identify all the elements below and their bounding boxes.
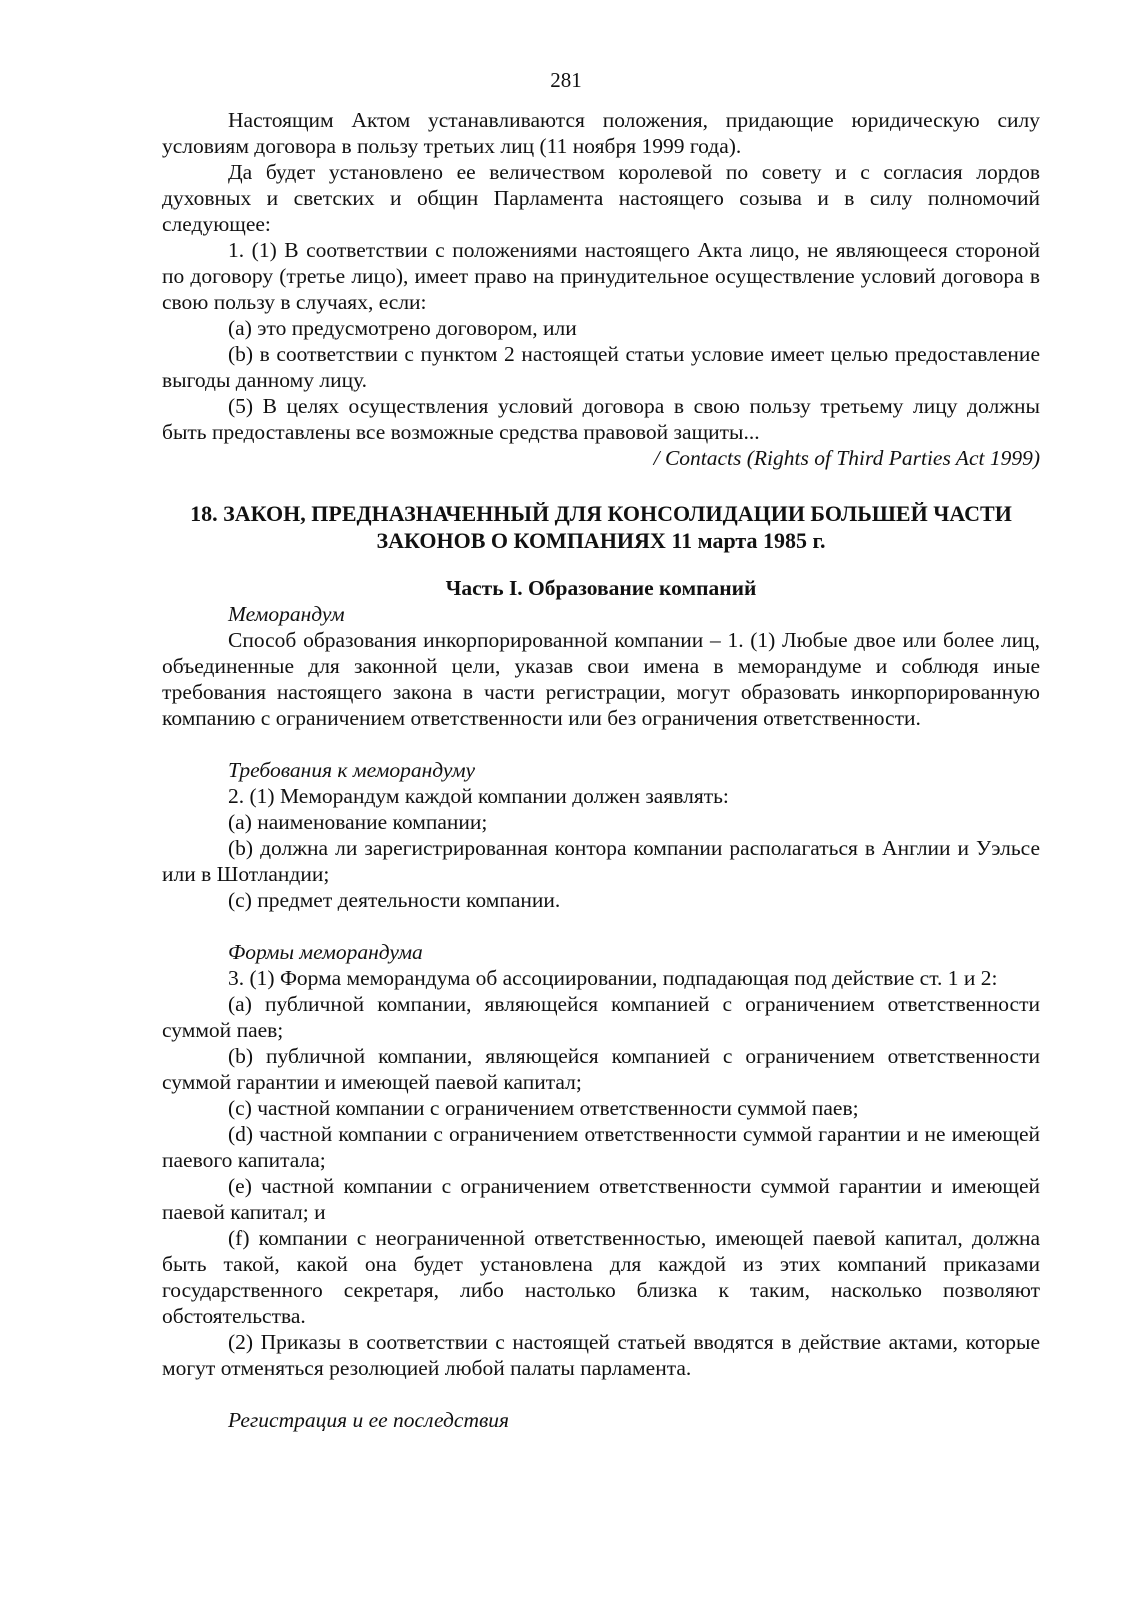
forms-paragraph: (b) публичной компании, являющейся компанией с ограничением ответственности суммой гарантии и имеющей паевой капитал; xyxy=(162,1044,1040,1094)
requirements-paragraph: (c) предмет деятельности компании. xyxy=(228,888,561,912)
requirements-paragraph: 2. (1) Меморандум каждой компании должен заявлять: xyxy=(228,784,729,808)
forms-paragraph: (c) частной компании с ограничением ответственности суммой паев; xyxy=(228,1096,859,1120)
intro-paragraph: 1. (1) В соответствии с положениями настоящего Акта лицо, не являющееся стороной по договору (третье лицо), имеет право на принудительное осуществление условий договора в свою пользу в случаях, если: xyxy=(162,238,1040,314)
forms-paragraph: (2) Приказы в соответствии с настоящей статьей вводятся в действие актами, которые могут отменяться резолюцией любой палаты парламента. xyxy=(162,1330,1040,1380)
intro-paragraph: (5) В целях осуществления условий договора в свою пользу третьему лицу должны быть предоставлены все возможные средства правовой защиты... xyxy=(162,394,1040,444)
requirements-paragraph: (b) должна ли зарегистрированная контора компании располагаться в Англии и Уэльсе или в Шотландии; xyxy=(162,836,1040,886)
forms-paragraph: (a) публичной компании, являющейся компанией с ограничением ответственности суммой паев; xyxy=(162,992,1040,1042)
forms-paragraph: (d) частной компании с ограничением ответственности суммой гарантии и не имеющей паевого капитала; xyxy=(162,1122,1040,1172)
intro-paragraph: (a) это предусмотрено договором, или xyxy=(228,316,577,340)
memorandum-heading: Меморандум xyxy=(228,602,345,626)
section-title xyxy=(162,500,1040,554)
forms-paragraph: 3. (1) Форма меморандума об ассоциировании, подпадающая под действие ст. 1 и 2: xyxy=(228,966,998,990)
section-title-line: 18. ЗАКОН, ПРЕДНАЗНАЧЕННЫЙ ДЛЯ КОНСОЛИДАЦИИ БОЛЬШЕЙ ЧАСТИ xyxy=(190,501,1012,526)
requirements-paragraph: (a) наименование компании; xyxy=(228,810,488,834)
forms-paragraph: (f) компании с неограниченной ответственностью, имеющей паевой капитал, должна быть такой, какой она будет установлена для каждой из этих компаний приказами государственного секретаря, либо настолько близка к таким, насколько позволяют обстоятельства. xyxy=(162,1226,1040,1328)
spacer xyxy=(162,913,1040,939)
spacer xyxy=(162,731,1040,757)
requirements-heading: Требования к меморандуму xyxy=(228,758,476,782)
intro-paragraph: Да будет установлено ее величеством королевой по совету и с согласия лордов духовных и светских и общин Парламента настоящего созыва и в силу полномочий следующее: xyxy=(162,160,1040,236)
intro-paragraph: Настоящим Актом устанавливаются положения, придающие юридическую силу условиям договора в пользу третьих лиц (11 ноября 1999 года). xyxy=(162,108,1040,158)
registration-heading: Регистрация и ее последствия xyxy=(228,1408,510,1432)
page-number: 281 xyxy=(550,68,582,92)
part-title: Часть I. Образование компаний xyxy=(445,576,757,600)
page-content xyxy=(162,107,1040,1433)
source-citation: / Contacts (Rights of Third Parties Act 1999) xyxy=(653,446,1040,470)
spacer xyxy=(162,1381,1040,1407)
section-title-line: ЗАКОНОВ О КОМПАНИЯХ 11 марта 1985 г. xyxy=(376,528,826,553)
forms-paragraph: (e) частной компании с ограничением ответственности суммой гарантии и имеющей паевой капитал; и xyxy=(162,1174,1040,1224)
forms-heading: Формы меморандума xyxy=(228,940,423,964)
intro-paragraph: (b) в соответствии с пунктом 2 настоящей статьи условие имеет целью предоставление выгоды данному лицу. xyxy=(162,342,1040,392)
memorandum-paragraph: Способ образования инкорпорированной компании – 1. (1) Любые двое или более лиц, объединенные для законной цели, указав свои имена в меморандуме и соблюдя иные требования настоящего закона в части регистрации, могут образовать инкорпорированную компанию с ограничением ответственности или без ограничения ответственности. xyxy=(162,628,1040,730)
